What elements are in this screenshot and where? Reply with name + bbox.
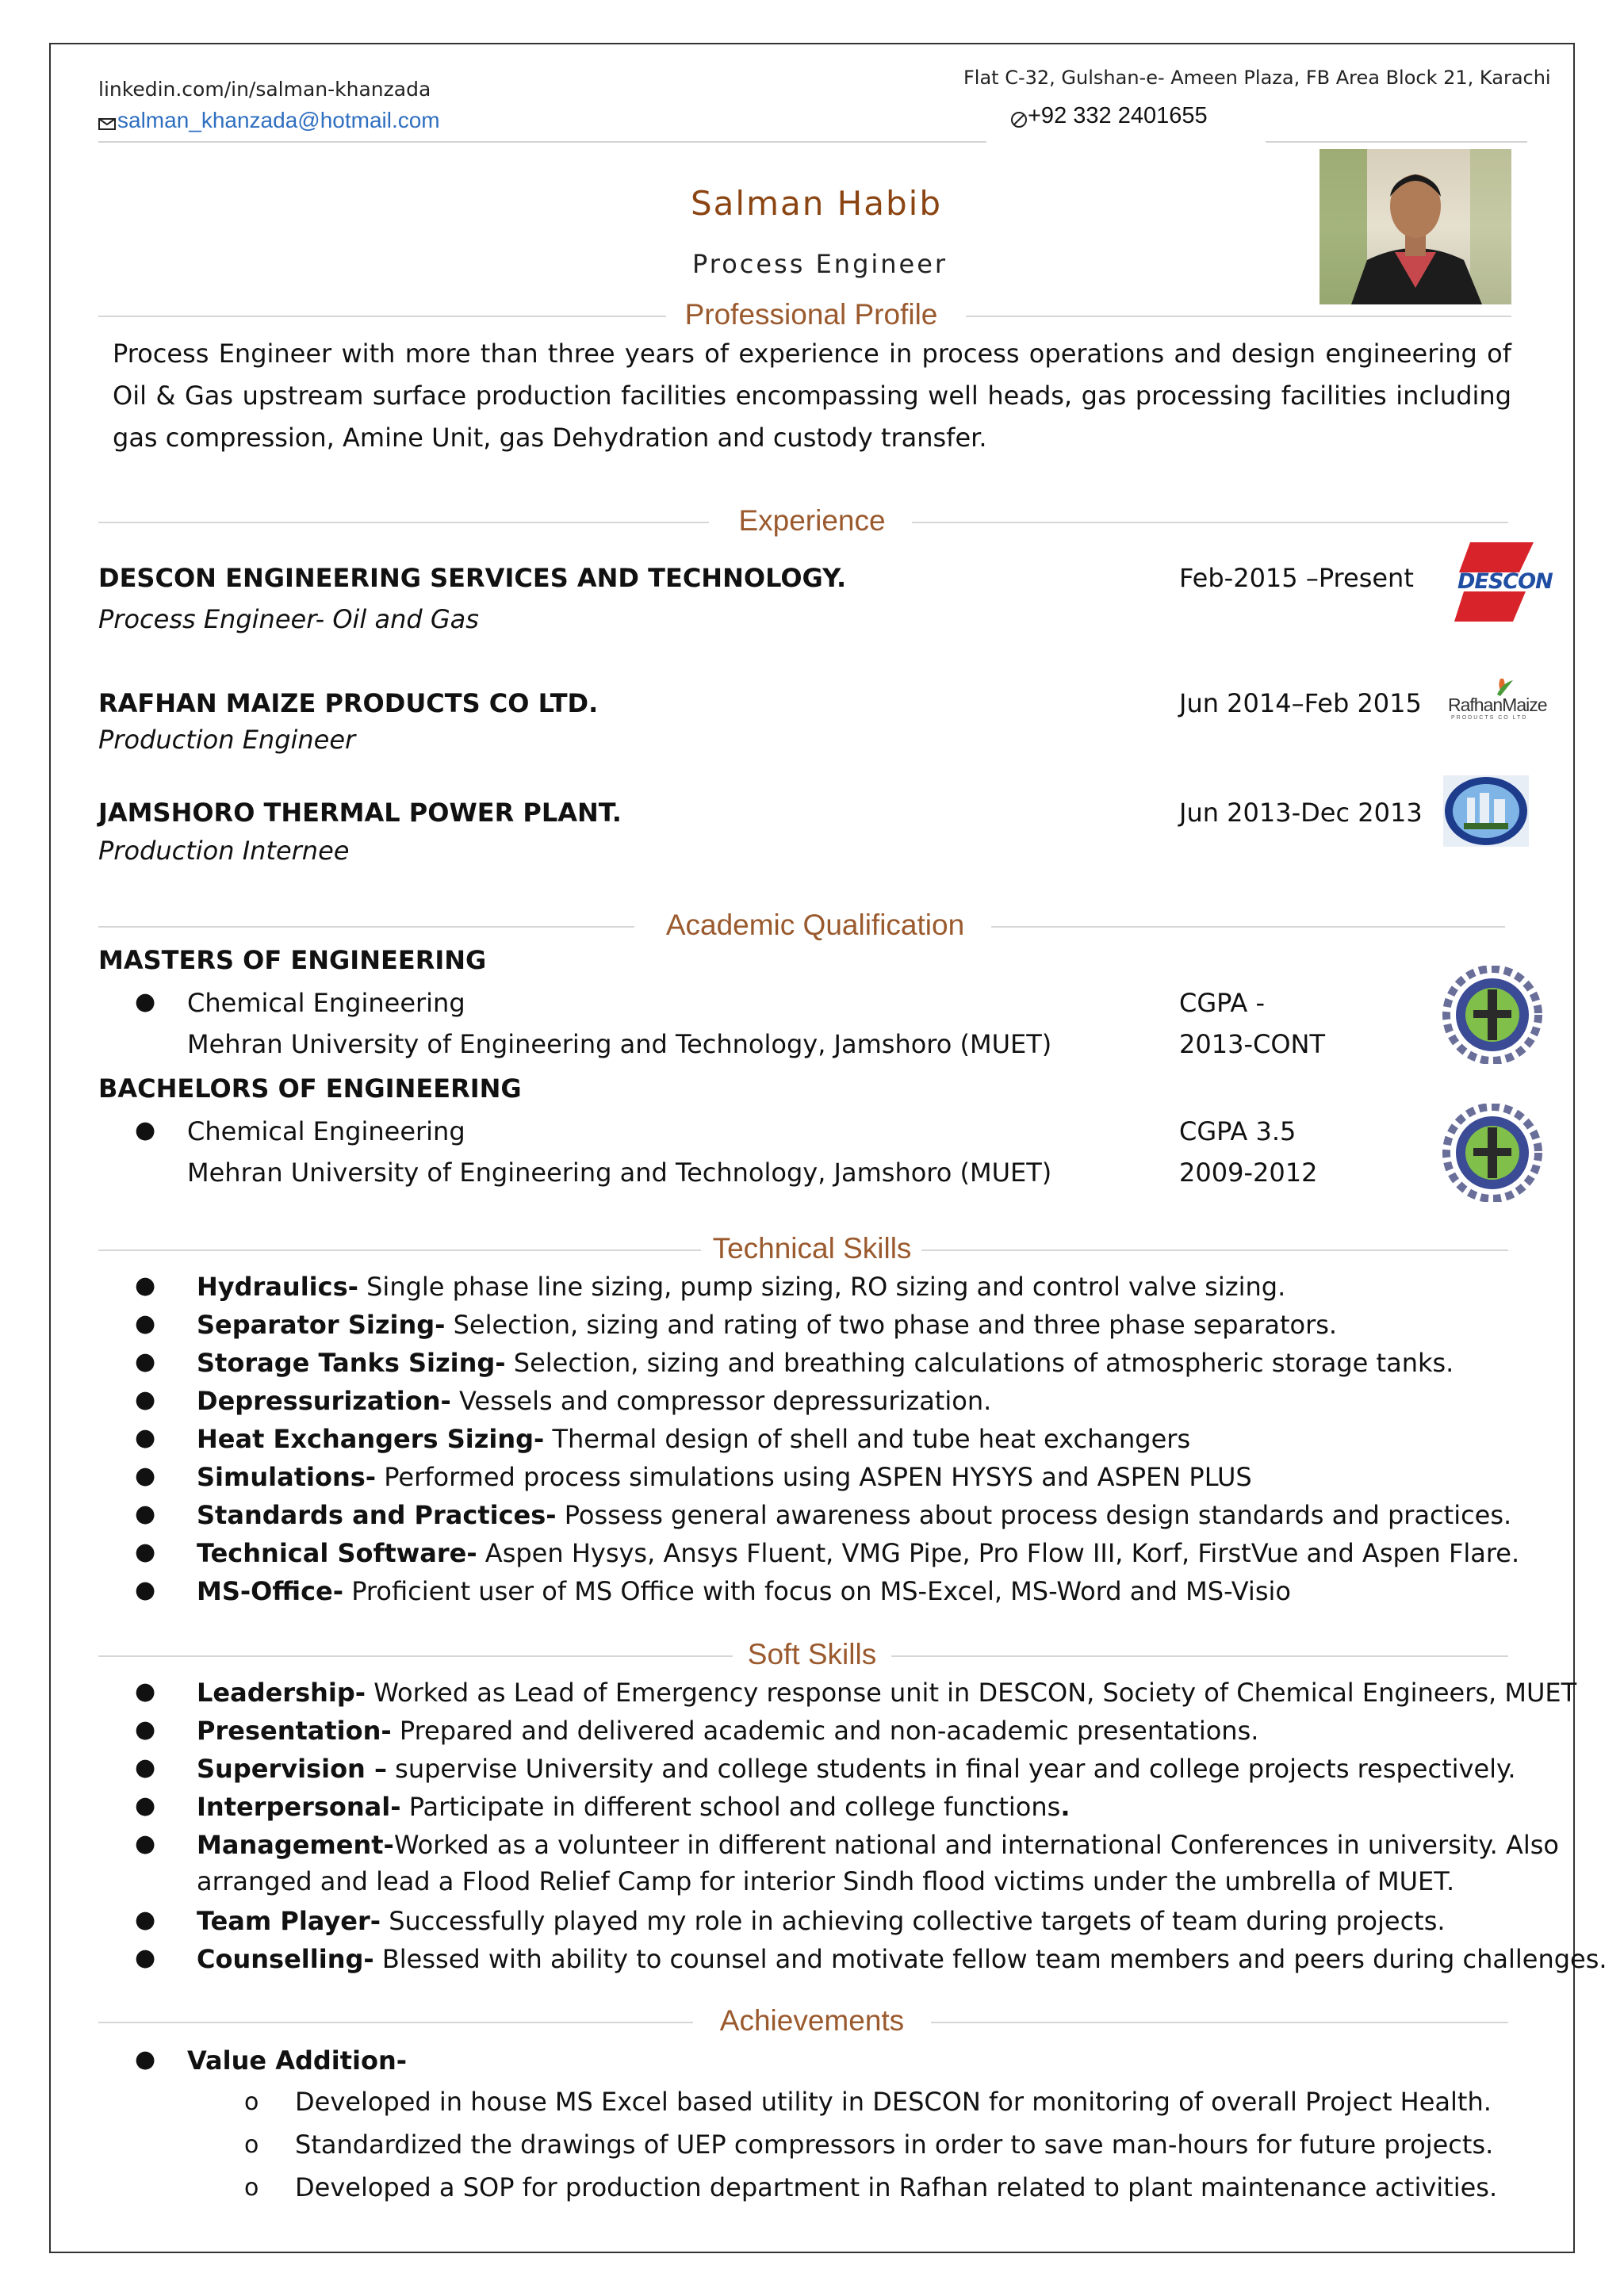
technical-skill-item: MS-Office- Proficient user of MS Office with focus on MS-Excel, MS-Word and MS-Visio <box>197 1576 1291 1606</box>
profile-rule-left <box>98 316 666 317</box>
bullet-icon: ● <box>135 1716 156 1743</box>
academic-rule-left <box>98 926 634 928</box>
bullet-icon: ● <box>135 1792 156 1820</box>
phone-icon <box>1010 111 1028 128</box>
jamshoro-power-logo <box>1443 775 1529 847</box>
technical-skill-item: Simulations- Performed process simulations using ASPEN HYSYS and ASPEN PLUS <box>197 1462 1252 1492</box>
profile-rule-right <box>966 316 1511 317</box>
soft-skill-item-continuation: arranged and lead a Flood Relief Camp for interior Sindh flood victims under the umbrella of MUET. <box>197 1866 1455 1896</box>
address: Flat C-32, Gulshan-e- Ameen Plaza, FB Area Block 21, Karachi <box>963 67 1551 89</box>
technical-rule-right <box>921 1249 1508 1251</box>
company-name: RAFHAN MAIZE PRODUCTS CO LTD. <box>98 688 599 718</box>
bullet-icon: ● <box>135 1754 156 1781</box>
bullet-icon: ● <box>135 1310 156 1337</box>
section-title-academic: Academic Qualification <box>665 909 965 941</box>
section-title-technical: Technical Skills <box>712 1232 912 1265</box>
bullet-icon: ● <box>135 1272 156 1299</box>
job-role: Process Engineer- Oil and Gas <box>98 604 479 634</box>
bullet-icon: ● <box>135 1944 156 1972</box>
section-title-soft: Soft Skills <box>747 1638 877 1670</box>
bullet-icon: ● <box>135 1906 156 1934</box>
phone-number: +92 332 2401655 <box>1028 103 1208 128</box>
header-rule-right <box>1266 141 1527 143</box>
phone-row <box>1010 103 1208 129</box>
degree-field: Chemical Engineering <box>187 1116 465 1146</box>
company-name: DESCON ENGINEERING SERVICES AND TECHNOLOGY. <box>98 563 847 593</box>
bullet-icon: ● <box>135 1424 156 1452</box>
rafhan-logo-subtext: PRODUCTS CO LTD <box>1451 715 1528 721</box>
bullet-icon: ● <box>135 1116 156 1144</box>
mail-icon <box>98 118 116 130</box>
soft-skill-item: Leadership- Worked as Lead of Emergency response unit in DESCON, Society of Chemical Engineers, MUET <box>197 1678 1577 1708</box>
study-years: 2013-CONT <box>1179 1029 1325 1059</box>
soft-skill-item: Supervision – supervise University and college students in final year and college projects respectively. <box>197 1754 1516 1784</box>
technical-skill-item: Standards and Practices- Possess general awareness about process design standards and practices. <box>197 1500 1512 1530</box>
job-dates: Jun 2014–Feb 2015 <box>1179 688 1422 718</box>
job-role: Production Internee <box>98 836 350 866</box>
job-role: Production Engineer <box>98 725 356 755</box>
technical-skill-item: Storage Tanks Sizing- Selection, sizing and breathing calculations of atmospheric storage tanks. <box>197 1348 1454 1378</box>
experience-rule-left <box>98 522 709 523</box>
job-dates: Feb-2015 –Present <box>1179 563 1414 593</box>
job-dates: Jun 2013-Dec 2013 <box>1179 798 1423 828</box>
experience-rule-right <box>912 522 1508 523</box>
person-name: Salman Habib <box>691 184 942 223</box>
cgpa: CGPA - <box>1179 988 1265 1018</box>
technical-skill-item: Hydraulics- Single phase line sizing, pump sizing, RO sizing and control valve sizing. <box>197 1272 1286 1302</box>
bullet-icon: ● <box>135 1500 156 1528</box>
soft-rule-left <box>98 1655 733 1657</box>
bullet-icon: ● <box>135 2045 156 2073</box>
header-rule-left <box>98 141 986 143</box>
bullet-icon: ● <box>135 1462 156 1490</box>
soft-skill-item: Presentation- Prepared and delivered academic and non-academic presentations. <box>197 1716 1259 1746</box>
technical-skill-item: Technical Software- Aspen Hysys, Ansys Fluent, VMG Pipe, Pro Flow III, Korf, FirstVue and Aspen Flare. <box>197 1538 1520 1568</box>
email-link[interactable]: salman_khanzada@hotmail.com <box>117 108 440 132</box>
technical-rule-left <box>98 1249 701 1251</box>
bullet-icon: ● <box>135 1348 156 1376</box>
circle-bullet-icon: o <box>244 2174 259 2202</box>
bullet-icon: ● <box>135 1538 156 1566</box>
person-title: Process Engineer <box>692 249 948 279</box>
technical-skill-item: Depressurization- Vessels and compressor depressurization. <box>197 1386 992 1416</box>
degree-field: Chemical Engineering <box>187 988 465 1018</box>
rafhan-logo-text: RafhanMaize <box>1448 695 1547 715</box>
descon-logo-text: DESCON <box>1457 569 1553 594</box>
bullet-icon: ● <box>135 1830 156 1858</box>
soft-skill-item: Management-Worked as a volunteer in different national and international Conferences in university. Also <box>197 1830 1559 1860</box>
linkedin-url[interactable]: linkedin.com/in/salman-khanzada <box>98 78 431 101</box>
rafhan-logo <box>1445 675 1545 723</box>
circle-bullet-icon: o <box>244 2131 259 2159</box>
technical-skill-item: Heat Exchangers Sizing- Thermal design of shell and tube heat exchangers <box>197 1424 1191 1454</box>
profile-summary: Process Engineer with more than three years of experience in process operations and design engineering of Oil & Gas upstream surface production facilities encompassing well heads, gas processing facilities including gas compression, Amine Unit, gas Dehydration and custody transfer. <box>113 339 1511 453</box>
circle-bullet-icon: o <box>244 2088 259 2116</box>
soft-skill-item: Team Player- Successfully played my role in achieving collective targets of team during projects. <box>197 1906 1446 1936</box>
email-row[interactable] <box>98 108 440 133</box>
company-name: JAMSHORO THERMAL POWER PLANT. <box>98 798 622 828</box>
bullet-icon: ● <box>135 1678 156 1705</box>
profile-photo <box>1320 149 1511 304</box>
bullet-icon: ● <box>135 988 156 1016</box>
muet-logo <box>1442 1104 1543 1202</box>
achievements-rule-left <box>98 2022 693 2023</box>
cgpa: CGPA 3.5 <box>1179 1116 1297 1146</box>
section-title-experience: Experience <box>738 504 886 537</box>
achievement-item: Developed a SOP for production department in Rafhan related to plant maintenance activities. <box>295 2172 1498 2202</box>
bullet-icon: ● <box>135 1576 156 1604</box>
university-name: Mehran University of Engineering and Technology, Jamshoro (MUET) <box>187 1158 1052 1188</box>
section-title-achievements: Achievements <box>719 2004 905 2037</box>
muet-logo <box>1442 966 1543 1064</box>
achievement-item: Standardized the drawings of UEP compressors in order to save man-hours for future projects. <box>295 2130 1494 2160</box>
achievement-item: Developed in house MS Excel based utility in DESCON for monitoring of overall Project Health. <box>295 2087 1492 2117</box>
soft-rule-right <box>891 1655 1508 1657</box>
degree-title: MASTERS OF ENGINEERING <box>98 945 487 975</box>
achievement-heading: Value Addition- <box>187 2045 408 2076</box>
soft-skill-item: Counselling- Blessed with ability to counsel and motivate fellow team members and peers during challenges. <box>197 1944 1607 1974</box>
academic-rule-right <box>991 926 1505 928</box>
descon-logo <box>1454 542 1553 622</box>
study-years: 2009-2012 <box>1179 1158 1318 1188</box>
bullet-icon: ● <box>135 1386 156 1414</box>
technical-skill-item: Separator Sizing- Selection, sizing and rating of two phase and three phase separators. <box>197 1310 1338 1340</box>
degree-title: BACHELORS OF ENGINEERING <box>98 1073 522 1104</box>
soft-skill-item: Interpersonal- Participate in different school and college functions. <box>197 1792 1071 1822</box>
achievements-rule-right <box>931 2022 1508 2023</box>
section-title-profile: Professional Profile <box>684 298 938 331</box>
university-name: Mehran University of Engineering and Technology, Jamshoro (MUET) <box>187 1029 1052 1059</box>
